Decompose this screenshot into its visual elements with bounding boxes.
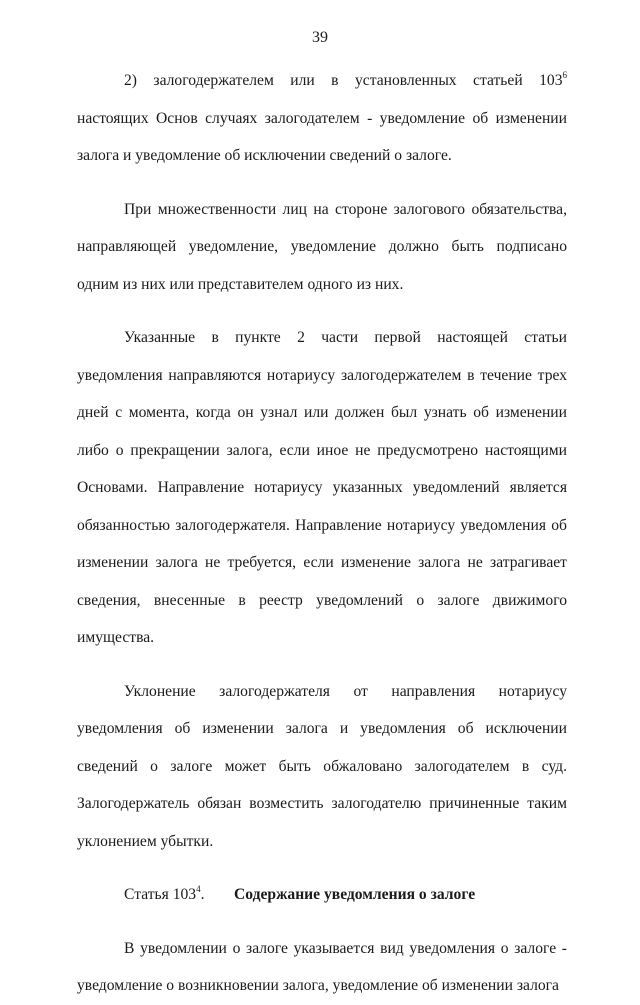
article-label-superscript: 4 <box>196 883 201 894</box>
paragraph-notice-content: В уведомлении о залоге указывается вид уведомления о залоге - уведомление о возникновении залога, уведомление об изменении залога <box>77 939 567 994</box>
paragraph-text: 2) залогодержателем или в установленных статьей 103 <box>124 72 563 89</box>
paragraph-sending-deadline: Указанные в пункте 2 части первой настоящей статьи уведомления направляются нотариусу залогодержателем в течение трех дней с момента, когда он узнал или должен был узнать об изменении либо о прекращении залога, если иное не предусмотрено настоящими Основами. Направление нотариусу указанных уведомлений является обязанностью залогодержателя. Направление нотариусу уведомления об изменении залога не требуется, если изменение залога не затрагивает сведения, внесенные в реестр уведомлений о залоге движимого имущества. <box>77 329 567 646</box>
page-number: 39 <box>312 29 328 46</box>
article-superscript: 6 <box>562 69 567 80</box>
article-title: Содержание уведомления о залоге <box>234 886 476 903</box>
paragraph-notice-types <box>77 62 567 175</box>
paragraph-multiple-persons: При множественности лиц на стороне залогового обязательства, направляющей уведомление, уведомление должно быть подписано одним из них или представителем одного из них. <box>77 200 567 293</box>
paragraph-text: настоящих Основ случаях залогодателем - уведомление об изменении залога и уведомление об исключении сведений о залоге. <box>77 109 567 164</box>
document-body <box>77 62 567 1005</box>
article-heading <box>77 876 567 914</box>
article-label: Статья $103^4$. <box>124 883 205 903</box>
paragraph-evasion: Уклонение залогодержателя от направления нотариусу уведомления об изменении залога и уведомления об исключении сведений о залоге может быть обжаловано залогодателем в суд. Залогодержатель обязан возместить залогодателю причиненные таким уклонением убытки. <box>77 682 567 850</box>
